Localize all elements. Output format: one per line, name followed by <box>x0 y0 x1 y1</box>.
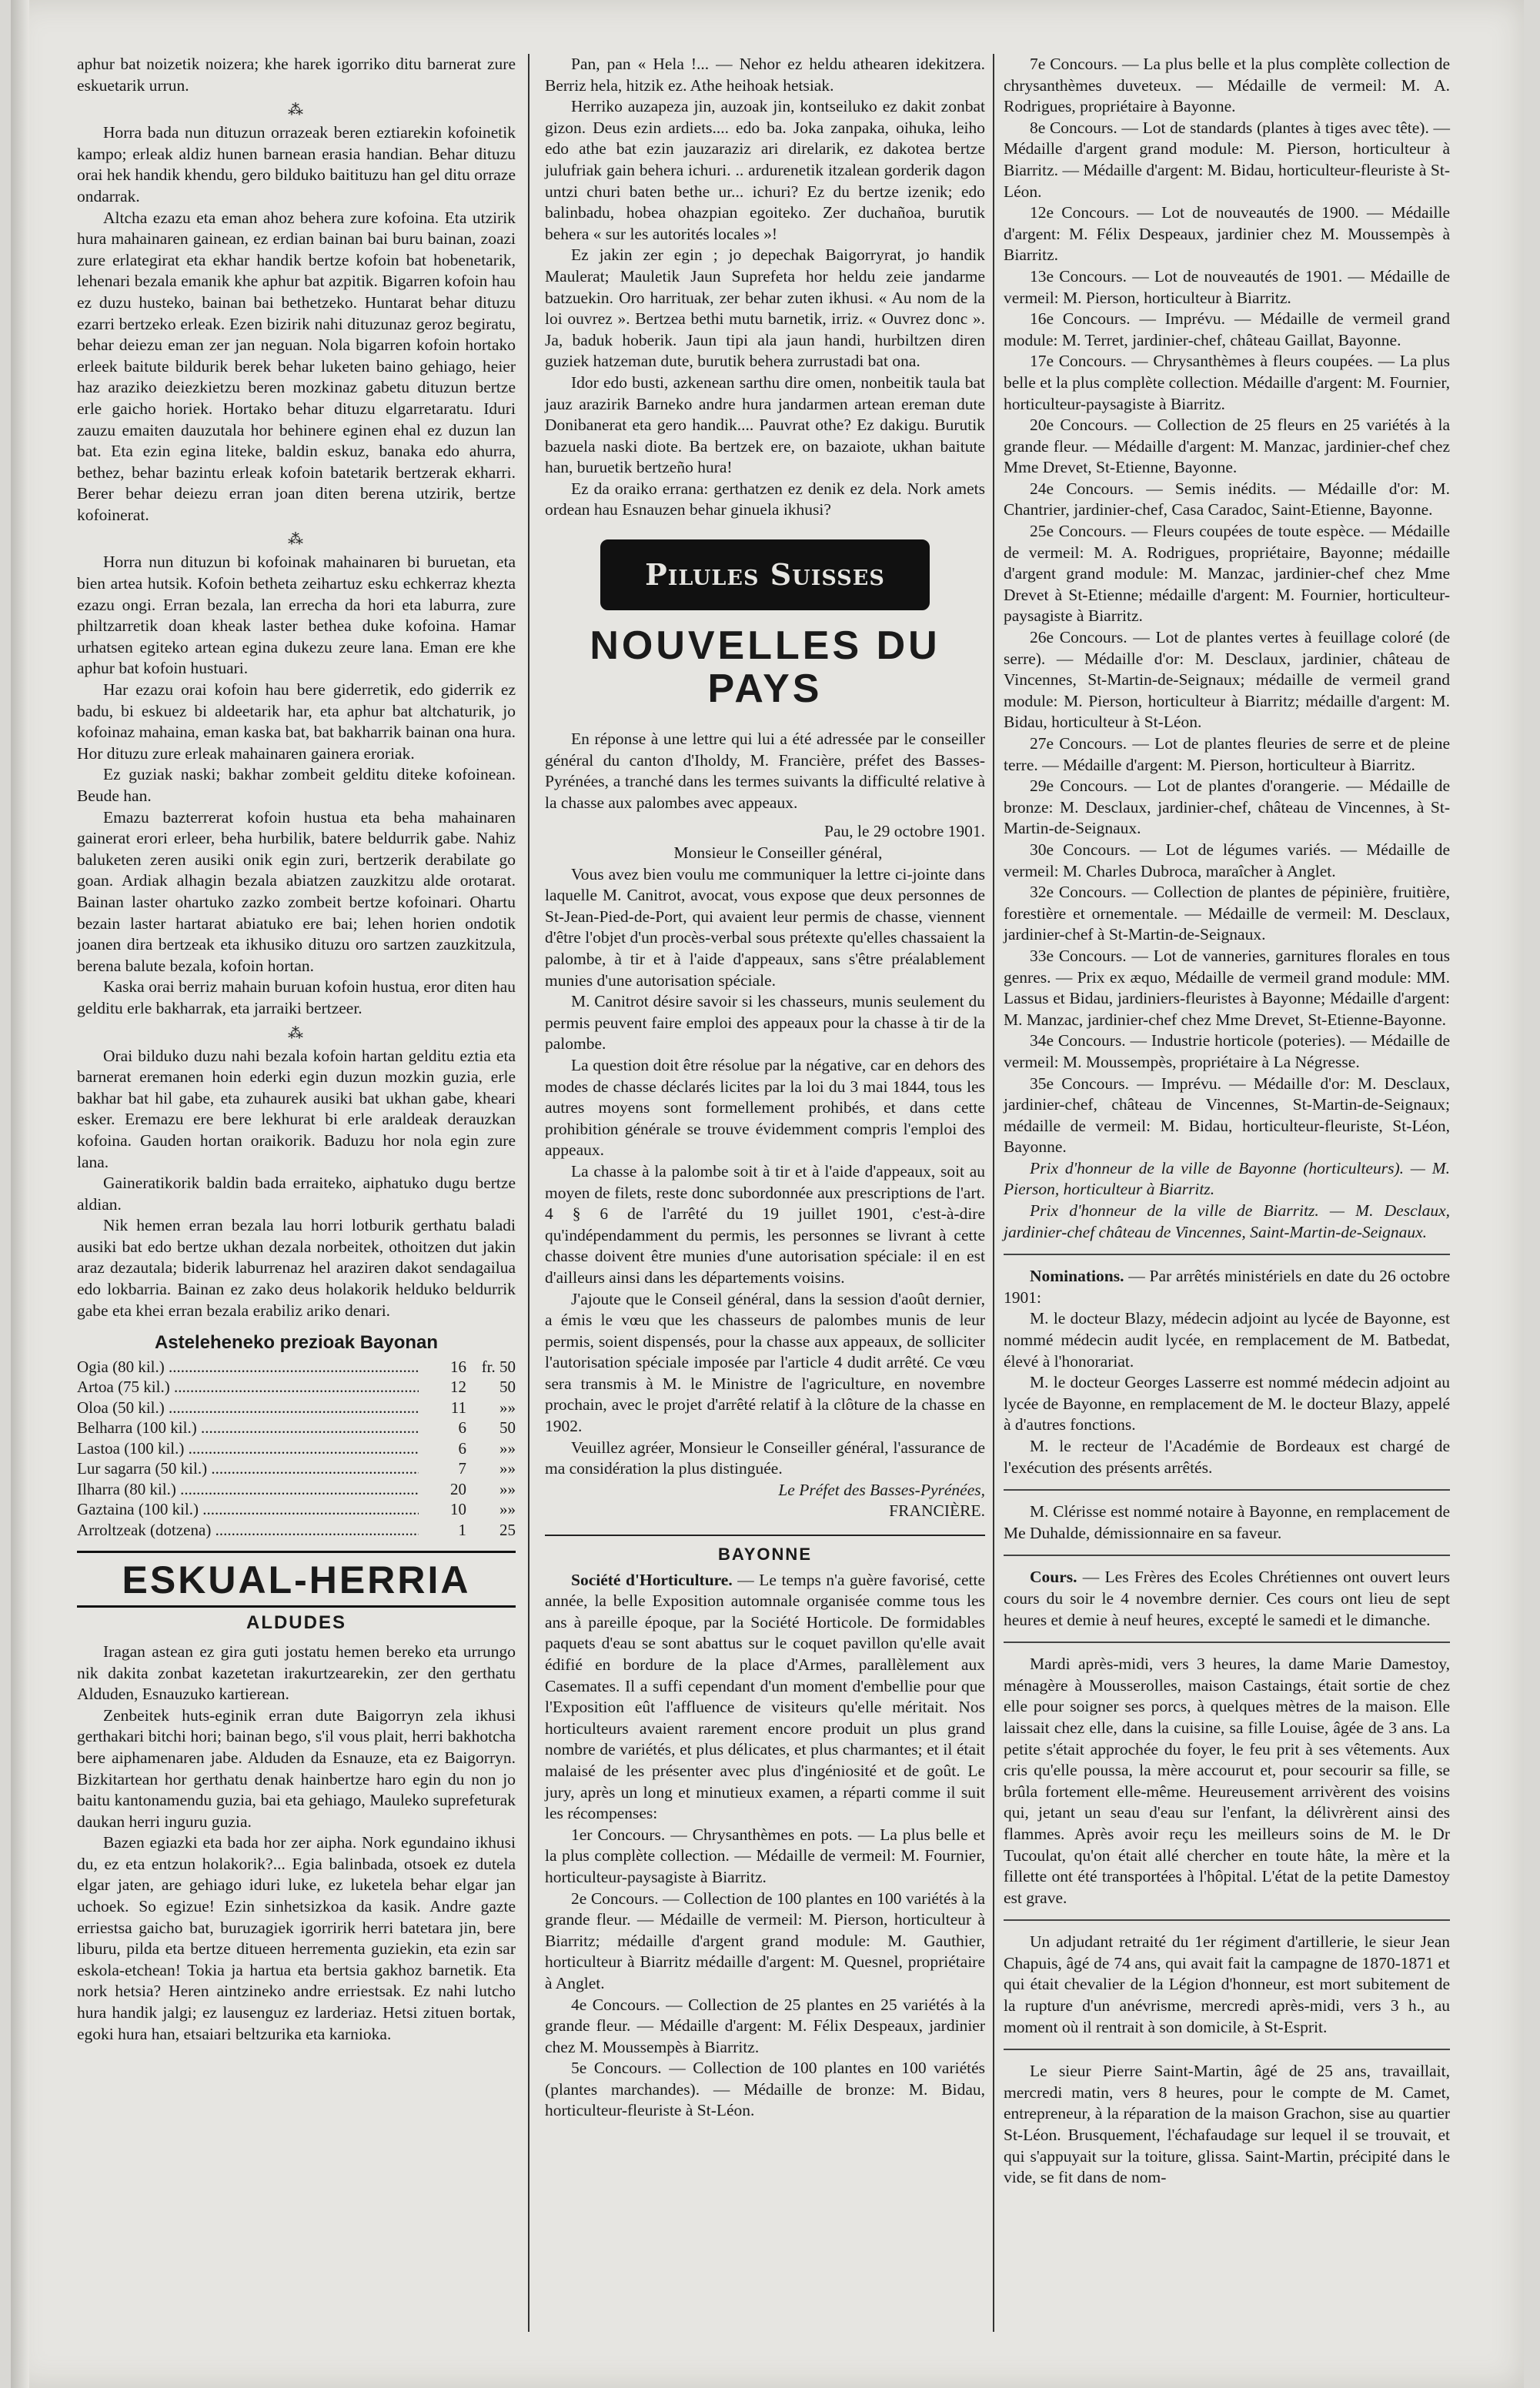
paragraph: En réponse à une lettre qui lui a été adressée par le conseiller général du canton d'Iholdy, M. Francière, préfet des Basses-Pyrénées, a tranché dans les termes suivants la difficulté relative à la chasse aux palombes avec appeaux. <box>545 730 985 812</box>
paragraph-lead: Société d'Horticulture. <box>571 1570 733 1589</box>
paragraph: 4e Concours. — Collection de 25 plantes en 25 variétés à la grande fleur. — Médaille d'argent: M. Félix Despeaux, jardinier chez M. Moussempès à Biarritz. <box>545 1995 985 2056</box>
paragraph: 35e Concours. — Imprévu. — Médaille d'or: M. Desclaux, jardinier-chef, château de Vincennes, St-Martin-de-Seignaux; médaille de vermeil: M. Bidau, horticulteur-fleuriste, St-Léon, Bayonne. <box>1004 1074 1450 1157</box>
paragraph: aphur bat noizetik noizera; khe harek igorriko ditu barnerat zure eskuetarik urrun. <box>77 55 516 95</box>
price-row: Ogia (80 kil.) ..... 16 fr. 50 <box>77 1357 516 1378</box>
section-heading: BAYONNE <box>545 1535 985 1565</box>
paragraph: 16e Concours. — Imprévu. — Médaille de vermeil grand module: M. Terret, jardinier-chef, château Gaillat, Bayonne. <box>1004 309 1450 349</box>
paragraph: Altcha ezazu eta eman ahoz behera zure kofoina. Eta utzirik hura mahainaren gainean, ez erdian bainan bai buru bainan, zoazi zure erlategirat eta ekhar handik bertze kofoin bat hobenetarik, lehenari bezala emanik khe aphur bat azpitik. Bigarren kofoin hau ez duzu husteko, bainan bai bethetzeko. Huntarat behar dituzu ezarri bertzeko erleak. Ezen bizirik nahi dituzunaz geroz begiratu, behar deiezu eman zer jan neguan. Nola bigarren kofoin hortako erleek baitute bildurik berek behar luketen baino gehiago, heier haz araziko deiezkietzu beren mozkinaz gabetu dituzun bertze erle gaicho horiek. Hortako behar dituzu elgarretaratu. Iduri zauzu emaiten dauzutala hor behinere eginen ehal ez duzun lan bat. Eta ezin egina liteke, baldin eskuz, banaka edo ahurra, bethez, behar bazintu erleak kofoin batetarik bertzerak ekharri. Berer behar deiezu erran joan diten berena utzirik, bertze kofoinerat. <box>77 208 516 524</box>
paragraph: 1er Concours. — Chrysanthèmes en pots. — La plus belle et la plus complète collection. — Médaille de vermeil: M. Fournier, horticulteur-paysagiste à Biarritz. <box>545 1825 985 1886</box>
paragraph: M. le docteur Georges Lasserre est nommé médecin adjoint au lycée de Bayonne, en remplacement de M. le docteur Blazy, appelé à d'autres fonctions. <box>1004 1373 1450 1434</box>
divider <box>1004 1254 1450 1255</box>
paragraph: La question doit être résolue par la négative, car en dehors des modes de chasse déclarés licites par la loi du 3 mai 1844, tous les autres moyens sont formellement prohibés, et dans cette prohibition générale se trouve évidemment compris l'emploi des appeaux. <box>545 1055 985 1160</box>
paragraph: Ez guziak naski; bakhar zombeit gelditu diteke kofoinean. Beude han. <box>77 765 516 805</box>
paragraph: 30e Concours. — Lot de légumes variés. — Médaille de vermeil: M. Charles Dubroca, maraîcher à Anglet. <box>1004 840 1450 880</box>
column-rule-1 <box>528 54 529 2332</box>
section-heading: NOUVELLES DU PAYS <box>590 623 940 712</box>
paragraph: Herriko auzapeza jin, auzoak jin, kontseiluko ez dakit zonbat gizon. Deus ezin ardiets.... edo ba. Joka zanpaka, oihuka, leiho edo athe bat ezin jauzaraziz ari direlarik, ez dakotea bertze julufriak gain behera ichuri. .. ardurenetik itzalean gorderik dagon untzi churi baten bethe ur... ichuri? Ez du bertze izenik; edo balinbadu, hobea ohazpian egoiteko. Zer duchañoa, burutik behera « sur les autorités locales »! <box>545 97 985 243</box>
paragraph: Horra nun dituzun bi kofoinak mahainaren bi buruetan, eta bien artea hutsik. Kofoin betheta zeihartuz esku echkerraz khezta ezazu ongi. Erran bezala, lan errecha da hori eta laburra, zure philtzarretik doan kheak laster bethea duke kofoina. Hamar urhatsen egiteko artean egina dukezu zeure lana. Eman ere khe aphur bat kofoin hustuari. <box>77 553 516 678</box>
page-crease <box>11 0 29 2388</box>
paragraph: Un adjudant retraité du 1er régiment d'artillerie, le sieur Jean Chapuis, âgé de 74 ans, qui avait fait la campagne de 1870-1871 et qui était chevalier de la Légion d'honneur, est mort subitement de la rupture d'un anévrisme, mercredi après-midi, vers 3 h., au moment où il rentrait à son domicile, à St-Esprit. <box>1004 1932 1450 2036</box>
paragraph: Idor edo busti, azkenean sarthu dire omen, nonbeitik taula bat jauz arazirik Barneko andre hura jandarmen artean ereman dute Donibanerat eta gero handik.... Pauvrat othe? Ez dakigu. Burutik bazuela naski diote. Ba bertzek ere, on bazaiote, ukhan baitute han, buruetik bertzeño hura! <box>545 372 985 477</box>
paragraph: J'ajoute que le Conseil général, dans la session d'août dernier, a émis le vœu que les chasseurs de palombes munis de leur permis, soient dispensés, pour la chasse aux appeaux, de solliciter l'autorisation spéciale imposée par l'article 4 dudit arrêté. Ce vœu sera transmis à M. le Ministre de l'agriculture, en novembre prochain, avec le projet d'arrêté relatif à la clôture de la chasse en 1902. <box>545 1289 985 1436</box>
section-heading: ESKUAL-HERRIA <box>77 1551 516 1608</box>
paragraph: 33e Concours. — Lot de vanneries, garnitures florales en tous genres. — Prix ex æquo, Médaille de vermeil grand module: MM. Lassus et Bidau, jardiniers-fleuristes à Bayonne; Médaille d'argent: M. Manzac, jardinier-chef chez Mme Drevet, St-Etienne-Bayonne. <box>1004 946 1450 1029</box>
paragraph: Nominations. — Par arrêtés ministériels en date du 26 octobre 1901: <box>1004 1267 1450 1307</box>
paragraph: Veuillez agréer, Monsieur le Conseiller général, l'assurance de ma considération la plus distinguée. <box>545 1438 985 1478</box>
advert-text: Pilules Suisses <box>645 557 885 593</box>
signature-title: Le Préfet des Basses-Pyrénées, <box>778 1480 985 1499</box>
newspaper-page <box>11 0 1524 2388</box>
asterism-separator: ⁂ <box>288 1024 305 1042</box>
paragraph: Mardi après-midi, vers 3 heures, la dame Marie Damestoy, ménagère à Mousserolles, maison Castaings, était sortie de chez elle pour soigner ses porcs, à quelques mètres de la maison. Elle laissait chez elle, dans la cuisine, sa fille Louise, âgée de 3 ans. La petite s'était approchée du foyer, le feu prit à ses vêtements. Aux cris qu'elle poussa, la mère accourut et, pour secourir sa fille, se brûla fortement elle-même. Heureusement arrivèrent des voisins qui, jetant un seau d'eau sur l'enfant, la délivrèrent ainsi des flammes. Après avoir reçu les meilleurs soins de M. le Dr Tucoulat, qu'on était allé chercher en toute hâte, la mère et la fillette ont été transportées à l'hôpital. L'état de la petite Damestoy est grave. <box>1004 1655 1450 1907</box>
column-2 <box>545 54 985 2122</box>
paragraph: Emazu bazterrerat kofoin hustua eta beha mahainaren gainerat erori erleer, beha hurbilik, batere beldurrik gabe. Nahiz baluketen zeren ausiki onik egin zuri, bertzerik derabilate go goan. Ardiak alhagin bezala abiatzen zauzkitzu alde orotarat. Bainan laster ohartuko zazko zombeit bertze kofoinari. Ohartu bezain laster hartarat abiatuko ere bai; lehen horien ondotik joanen dira bertzeak eta ikhusiko dituzu oro sartzen zauzkitzula, berena balute bezala, kofoin hortan. <box>77 807 516 975</box>
paragraph: Gaineratikorik baldin bada erraiteko, aiphatuko dugu bertze aldian. <box>77 1174 516 1214</box>
paragraph: 29e Concours. — Lot de plantes d'orangerie. — Médaille de bronze: M. Desclaux, jardinier-chef, château de Vincennes, à St-Martin-de-Seignaux. <box>1004 777 1450 838</box>
column-rule-2 <box>993 54 994 2332</box>
paragraph: Ez jakin zer egin ; jo depechak Baigorryrat, jo handik Maulerat; Mauletik Jaun Suprefeta hor heldu zeie jandarme batzuekin. Oro harrituak, zer behar zuten ikhusi. « Au nom de la loi ouvrez ». Bertzea bethi mutu barnetik, irriz. « Ouvrez donc ». Ja, baduk hoberik. Jaun tipi ala jaun handi, hurbiltzen diren guziek hatzeman dute, burutik behera zurrustadi bat ona. <box>545 245 985 371</box>
paragraph: M. Clérisse est nommé notaire à Bayonne, en remplacement de Me Duhalde, démissionnaire en sa faveur. <box>1004 1502 1450 1542</box>
paragraph: Le sieur Pierre Saint-Martin, âgé de 25 ans, travaillait, mercredi matin, vers 8 heures, pour le compte de M. Camet, entrepreneur, à la réparation de la maison Grachon, sise au quartier St-Léon. Brusquement, l'échafaudage sur lequel il se trouvait, et qui s'appuyait sur la toiture, glissa. Saint-Martin, précipité dans le vide, se fit dans de nom- <box>1004 2062 1450 2187</box>
paragraph: 32e Concours. — Collection de plantes de pépinière, fruitière, forestière et ornementale. — Médaille de vermeil: M. Desclaux, jardinier-chef à St-Martin-de-Seignaux. <box>1004 883 1450 944</box>
paragraph: Kaska orai berriz mahain buruan kofoin hustua, eror diten hau gelditu erle bakharrak, eta jarraiki bertzeer. <box>77 977 516 1017</box>
paragraph: M. le docteur Blazy, médecin adjoint au lycée de Bayonne, est nommé médecin audit lycée, en remplacement de M. Batbedat, élevé à l'honorariat. <box>1004 1309 1450 1371</box>
paragraph: Orai bilduko duzu nahi bezala kofoin hartan gelditu eztia eta barnerat eremanen hoin ederki egin duzun mozkin guzia, erle bakhar bat hil gabe, eta zuhaurek ausiki bat ukhan gabe, kheari esker. Eremazu ere bere lekhurat bi erle araldeak derauzkan kofoina. Gauden hortan oraikorik. Baduzu hor nola egin zure lana. <box>77 1046 516 1171</box>
paragraph: M. Canitrot désire savoir si les chasseurs, munis seulement du permis peuvent faire emploi des appeaux pour la chasse à tir de la palombe. <box>545 992 985 1054</box>
paragraph: Horra bada nun dituzun orrazeak beren eztiarekin kofoinetik kampo; erleak aldiz hunen barnean erasia handian. Behar dituzu orai hek handik khendu, gero bilduko baitituzu han gel ditu orraze ondarrak. <box>77 123 516 205</box>
paragraph: 25e Concours. — Fleurs coupées de toute espèce. — Médaille de vermeil: M. A. Rodrigues, propriétaire, Bayonne; médaille d'argent grand module: M. Manzac, jardinier-chef chez Mme Drevet à St-Etienne; médaille d'argent: M. Fournier, horticulteur-paysagiste à Biarritz. <box>1004 522 1450 626</box>
paragraph: Prix d'honneur de la ville de Biarritz. — M. Desclaux, jardinier-chef château de Vincennes, Saint-Martin-de-Seignaux. <box>1004 1201 1450 1241</box>
paragraph: Iragan astean ez gira guti jostatu hemen bereko eta urrungo nik dakita zonbat kazetetan irakurtzearekin, zer den gerthatu Alduden, Esnauzuko kartierean. <box>77 1642 516 1704</box>
price-row: Oloa (50 kil.) ..... 11 »» <box>77 1398 516 1418</box>
paragraph: M. le recteur de l'Académie de Bordeaux est chargé de l'exécution des présents arrêtés. <box>1004 1437 1450 1477</box>
prices-title: Asteleheneko prezioak Bayonan <box>154 1332 439 1354</box>
price-row: Arroltzeak (dotzena) ..... 1 25 <box>77 1520 516 1541</box>
price-row: Lastoa (100 kil.) ..... 6 »» <box>77 1438 516 1459</box>
paragraph: 7e Concours. — La plus belle et la plus complète collection de chrysanthèmes duveteux. — Médaille de vermeil: M. A. Rodrigues, propriétaire à Bayonne. <box>1004 55 1450 116</box>
paragraph: La chasse à la palombe soit à tir et à l'aide d'appeaux, soit au moyen de filets, reste donc subordonnée aux prescriptions de l'art. 4 § 6 de l'arrêté du 19 juillet 1901, c'est-à-dire qu'indépendamment du permis, les personnes se livrant à cette chasse doivent être munies d'une autorisation spéciale: il en est d'ailleurs ainsi dans les départements voisins. <box>545 1161 985 1287</box>
letter-date: Pau, le 29 octobre 1901. <box>824 822 985 841</box>
paragraph: Vous avez bien voulu me communiquer la lettre ci-jointe dans laquelle M. Canitrot, avocat, vous expose que deux personnes de St-Jean-Pied-de-Port, qui avaient leur permis de chasse, viennent d'être l'objet d'un procès-verbal sous prétexte qu'elles chassaient la palombe, à tir et à l'aide d'appeaux, sans s'être préalablement munies d'une autorisation spéciale. <box>545 864 985 990</box>
paragraph: Bazen egiazki eta bada hor zer aipha. Nork egundaino ikhusi du, ez eta entzun holakorik?... Egia balinbada, otsoek ez dutela elgar jaten, are gehiago iduri luke, ez luketela behar elgar jan uchoek. So egizue! Ezin sinhetsizkoa da kasik. Andre gazte erriestsa gaicho bat, buruzagiek igorririk herri batetara jin, bere liburu, pilda eta bertze ditueen herrementa guziekin, eta ezin sar eskola-etchean! Tokia ja hartua eta bertsia gakhoz barnetik. Eta nork hetsia? Heren aintzineko andre erriestsak. Ez nahi lutcho hura handik jalgi; ez lausenguz ez larderiaz. Hetsi zituen bortak, egoki hura han, etsaiari beltzurika eta karnioka. <box>77 1833 516 2043</box>
divider <box>1004 2049 1450 2050</box>
paragraph: 34e Concours. — Industrie horticole (poteries). — Médaille de vermeil: M. Moussempès, propriétaire à La Négresse. <box>1004 1031 1450 1071</box>
paragraph: 17e Concours. — Chrysanthèmes à fleurs coupées. — La plus belle et la plus complète collection. Médaille d'argent: M. Fournier, horticulteur-paysagiste à Biarritz. <box>1004 352 1450 413</box>
divider <box>1004 1919 1450 1921</box>
divider <box>1004 1555 1450 1556</box>
paragraph: Nik hemen erran bezala lau horri lotburik gerthatu baladi ausiki bat edo bertze ukhan dezala norbeitek, othoitzen dut jakin araz dezautala; biderik laburrenaz hel araziren dakot sendagailua edo lokbarria. Bainan ez zako deus holakorik helduko beldurrik gabe eta khei erran bezala erabiliz ariko denari. <box>77 1216 516 1320</box>
paragraph: Cours. — Les Frères des Ecoles Chrétiennes ont ouvert leurs cours du soir le 4 novembre dernier. Ces cours ont lieu de sept heures et demie à neuf heures, excepté le samedi et le dimanche. <box>1004 1568 1450 1629</box>
paragraph: 8e Concours. — Lot de standards (plantes à tiges avec tête). — Médaille d'argent grand module: M. Pierson, horticulteur à Biarritz. — Médaille d'argent: M. Bidau, horticulteur-fleuriste à St-Léon. <box>1004 118 1450 201</box>
price-row: Artoa (75 kil.) ..... 12 50 <box>77 1377 516 1398</box>
paragraph: 20e Concours. — Collection de 25 fleurs en 25 variétés à la grande fleur. — Médaille d'argent: M. Manzac, jardinier-chef chez Mme Drevet, St-Etienne, Bayonne. <box>1004 416 1450 477</box>
column-3 <box>1004 54 1450 2189</box>
signature-name: FRANCIÈRE. <box>889 1501 985 1521</box>
paragraph-lead: Nominations. <box>1030 1267 1124 1286</box>
asterism-separator: ⁂ <box>288 102 305 119</box>
price-list <box>77 1357 516 1541</box>
paragraph: Société d'Horticulture. — Le temps n'a guère favorisé, cette année, la belle Exposition automnale organisée comme tous les ans à pareille époque, par la Société Horticole. De formidables paquets d'eau se sont abattus sur le coquet pavillon qu'elle avait édifié en bordure de la place d'Armes, parallèlement aux Casemates. Il a suffi cependant d'un moment d'embellie pour que l'Exposition eût l'affluence de visiteurs qu'elle méritait. Nos horticulteurs avaient rarement encore produit un plus grand nombre de variétés, et plus délicates, et plus charmantes; et il était malaisé de les présenter avec plus d'ingéniosité et de goût. Le jury, après un long et minutieux examen, a réparti comme il suit les récompenses: <box>545 1570 985 1823</box>
paragraph: 26e Concours. — Lot de plantes vertes à feuillage coloré (de serre). — Médaille d'or: M. Desclaux, jardinier, château de Vincennes, St-Martin-de-Seignaux; médaille de vermeil grand module: M. Pierson, horticulteur à Biarritz; médaille d'argent: M. Bidau, horticulteur à St-Léon. <box>1004 628 1450 732</box>
paragraph: 2e Concours. — Collection de 100 plantes en 100 variétés à la grande fleur. — Médaille de vermeil: M. Pierson, horticulteur à Biarritz; médaille d'argent grand module: M. Gauthier, horticulteur à Biarritz médaille d'argent: M. Quesnel, propriétaire à Anglet. <box>545 1889 985 1992</box>
price-row: Lur sagarra (50 kil.) ..... 7 »» <box>77 1458 516 1479</box>
paragraph: 5e Concours. — Collection de 100 plantes en 100 variétés (plantes marchandes). — Médaille de bronze: M. Bidau, horticulteur-fleuriste à St-Léon. <box>545 2059 985 2120</box>
pilules-suisses-advert <box>600 539 930 610</box>
paragraph: 13e Concours. — Lot de nouveautés de 1901. — Médaille de vermeil: M. Pierson, horticulteur à Biarritz. <box>1004 266 1450 307</box>
section-subheading: ALDUDES <box>246 1612 346 1634</box>
paragraph: Zenbeitek huts-eginik erran dute Baigorryn zela ikhusi gerthakari bitchi hori; bainan bego, s'il vous plait, herri bakhotcha bere aiphamenaren jabe. Alduden da Esnauze, eta ez Baigorryn. Bizkitartean hor gerthatu denak hainbertze haro egin du non jo baitu kantonamendu guzia, bai eta gehiago, Mauleko suprefeturak daukan herri inguru guzia. <box>77 1705 516 1831</box>
paragraph: Pan, pan « Hela !... — Nehor ez heldu athearen idekitzera. Berriz hela, hitzik ez. Athe heihoak hetsiak. <box>545 55 985 95</box>
price-row: Ilharra (80 kil.) ..... 20 »» <box>77 1479 516 1500</box>
paragraph: Ez da oraiko errana: gerthatzen ez denik ez dela. Nork amets ordean hau Esnauzen behar ginuela ikhusi? <box>545 479 985 519</box>
paragraph: 12e Concours. — Lot de nouveautés de 1900. — Médaille d'argent: M. Félix Despeaux, jardinier chez M. Moussempès à Biarritz. <box>1004 203 1450 265</box>
asterism-separator: ⁂ <box>288 531 305 549</box>
paragraph-lead: Cours. <box>1030 1568 1077 1587</box>
divider <box>1004 1642 1450 1643</box>
paragraph: 27e Concours. — Lot de plantes fleuries de serre et de pleine terre. — Médaille d'argent: M. Pierson, horticulteur à Biarritz. <box>1004 734 1450 774</box>
paragraph: Har ezazu orai kofoin hau bere giderretik, edo giderrik ez badu, bi eskuez bi aldeetarik har, eta aphur bat altchaturik, jo kofoinaz mahaina, eman kaska bat, bat bakharrik bainan ona hura. Hor dituzu zure erleak mahainaren gainera eroriak. <box>77 680 516 763</box>
price-row: Gaztaina (100 kil.) ..... 10 »» <box>77 1499 516 1520</box>
paragraph: Prix d'honneur de la ville de Bayonne (horticulteurs). — M. Pierson, horticulteur à Biarritz. <box>1004 1158 1450 1199</box>
paragraph: 24e Concours. — Semis inédits. — Médaille d'or: M. Chantrier, jardinier-chef, Casa Caradoc, Saint-Etienne, Bayonne. <box>1004 479 1450 519</box>
price-row: Belharra (100 kil.) ..... 6 50 <box>77 1418 516 1438</box>
divider <box>1004 1489 1450 1491</box>
column-1 <box>77 54 516 2045</box>
letter-salutation: Monsieur le Conseiller général, <box>673 843 883 863</box>
